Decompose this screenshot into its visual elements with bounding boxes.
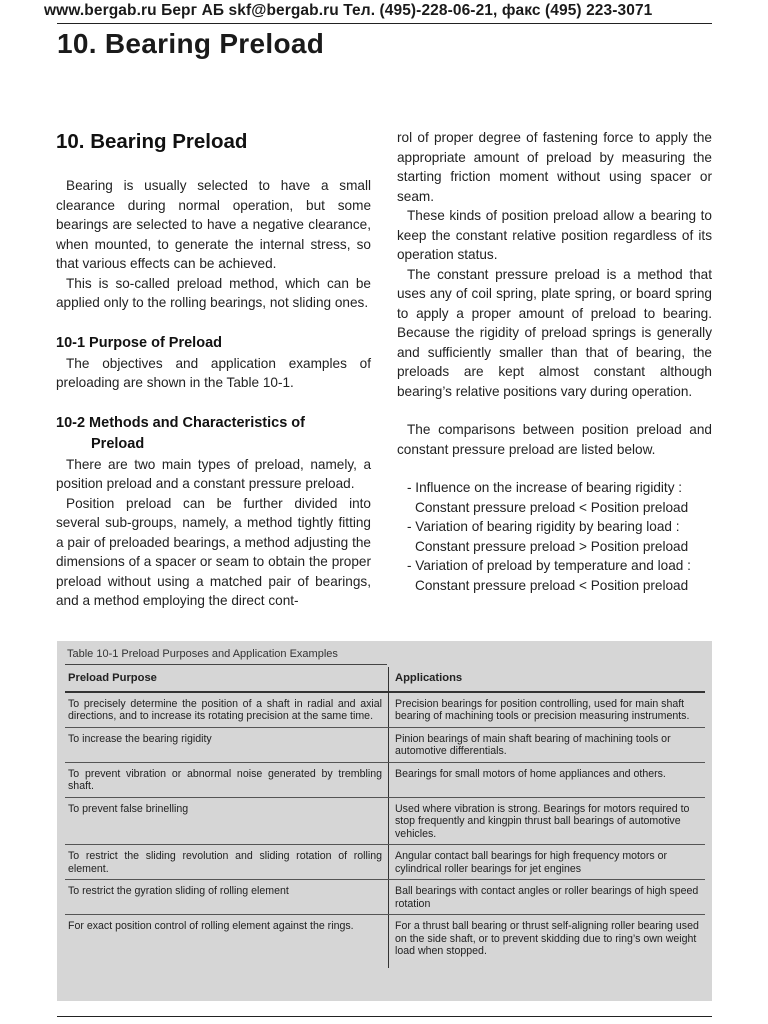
header-divider bbox=[57, 23, 712, 24]
purpose-paragraph: The objectives and application examples of preloading are shown in the Table 10-1. bbox=[56, 355, 371, 390]
purpose-cell: To restrict the sliding revolution and sliding rotation of rolling element. bbox=[65, 845, 389, 880]
position-preload-paragraph: These kinds of position preload allow a bearing to keep the constant relative position regardless of its operation status. bbox=[397, 208, 712, 262]
table-row bbox=[65, 797, 705, 845]
application-cell: Precision bearings for position controlling, used for main shaft bearing of machining tools or precision measuring instruments. bbox=[389, 692, 706, 728]
application-cell: Used where vibration is strong. Bearings for motors required to stop frequently and kingpin thrust ball bearings of automotive vehicles. bbox=[389, 797, 706, 845]
purpose-cell: To increase the bearing rigidity bbox=[65, 727, 389, 762]
constant-pressure-paragraph: The constant pressure preload is a method that uses any of coil spring, plate spring, or board spring to apply a proper amount of preload to bearing. Because the rigidity of preload springs is generally and sufficiently smaller than that of bearing, the preloads are kept almost constant although bearing’s relative positions vary during operation. bbox=[397, 266, 712, 399]
comparison-result: Constant pressure preload < Position preload bbox=[415, 577, 689, 593]
preload-table bbox=[65, 667, 705, 968]
comparison-result: Constant pressure preload < Position preload bbox=[415, 499, 689, 515]
table-row bbox=[65, 727, 705, 762]
intro-paragraph-1: Bearing is usually selected to have a small clearance during normal operation, but some bearings are selected to have a negative clearance, when mounted, to generate the internal stress, so that various effects can be achieved. bbox=[56, 178, 371, 271]
methods-heading-line1: 10-2 Methods and Characteristics of bbox=[56, 414, 305, 431]
column-header-applications: Applications bbox=[389, 667, 706, 692]
column-header-purpose: Preload Purpose bbox=[65, 667, 389, 692]
purpose-cell: To prevent false brinelling bbox=[65, 797, 389, 845]
methods-heading-line2: Preload bbox=[91, 435, 145, 452]
table-row bbox=[65, 845, 705, 880]
table-row bbox=[65, 692, 705, 728]
comparison-intro: The comparisons between position preload and constant pressure preload are listed below. bbox=[397, 422, 712, 457]
methods-paragraph-2: Position preload can be further divided into several sub-groups, namely, a method tightly fitting a pair of preloaded bearings, a method adjusting the dimensions of a spacer or seam to obtain the proper preload without using a matched pair of bearings, and a method employing the direct cont- bbox=[56, 495, 371, 608]
table-row bbox=[65, 915, 705, 969]
table-row bbox=[65, 762, 705, 797]
subsection-heading-methods bbox=[56, 413, 371, 455]
caption-divider bbox=[65, 664, 387, 665]
left-column bbox=[56, 128, 371, 611]
application-cell: Bearings for small motors of home appliances and others. bbox=[389, 762, 706, 797]
table-row bbox=[65, 880, 705, 915]
application-cell: Ball bearings with contact angles or roller bearings of high speed rotation bbox=[389, 880, 706, 915]
page-title: 10. Bearing Preload bbox=[57, 28, 325, 59]
comparison-result: Constant pressure preload > Position preload bbox=[415, 538, 689, 554]
right-column bbox=[397, 128, 712, 595]
application-cell: Angular contact ball bearings for high frequency motors or cylindrical roller bearings for jet engines bbox=[389, 845, 706, 880]
section-heading: 10. Bearing Preload bbox=[56, 130, 248, 153]
purpose-cell: To restrict the gyration sliding of rolling element bbox=[65, 880, 389, 915]
application-cell: For a thrust ball bearing or thrust self-aligning roller bearing used on the side shaft, or to prevent skidding due to ring’s own weight load when stopped. bbox=[395, 920, 699, 957]
purpose-cell: For exact position control of rolling element against the rings. bbox=[65, 915, 389, 969]
preload-table-panel bbox=[57, 641, 712, 1001]
purpose-cell: To prevent vibration or abnormal noise generated by trembling shaft. bbox=[65, 762, 389, 797]
footer-divider bbox=[57, 1016, 712, 1017]
subsection-heading-purpose: 10-1 Purpose of Preload bbox=[56, 334, 222, 351]
methods-paragraph-1: There are two main types of preload, namely, a position preload and a constant pressure preload. bbox=[56, 456, 371, 491]
table-caption: Table 10-1 Preload Purposes and Application Examples bbox=[67, 648, 338, 660]
table-header-row bbox=[65, 667, 705, 692]
comparison-list bbox=[397, 478, 712, 595]
intro-paragraph-2: This is so-called preload method, which can be applied only to the rolling bearings, not sliding ones. bbox=[56, 275, 371, 310]
application-cell: Pinion bearings of main shaft bearing of machining tools or automotive differentials. bbox=[389, 727, 706, 762]
contact-header: www.bergab.ru Берг АБ skf@bergab.ru Тел. (495)-228-06-21, факс (495) 223-3071 bbox=[44, 2, 653, 19]
comparison-item: - Variation of preload by temperature and load : bbox=[407, 558, 691, 573]
purpose-cell: To precisely determine the position of a shaft in radial and axial directions, and to increase its rotating precision at the same time. bbox=[65, 692, 389, 728]
comparison-item: - Influence on the increase of bearing rigidity : bbox=[407, 480, 683, 495]
continued-paragraph: rol of proper degree of fastening force to apply the appropriate amount of preload by measuring the starting friction moment without using spacer or seam. bbox=[397, 130, 712, 204]
comparison-item: - Variation of bearing rigidity by bearing load : bbox=[407, 519, 680, 534]
